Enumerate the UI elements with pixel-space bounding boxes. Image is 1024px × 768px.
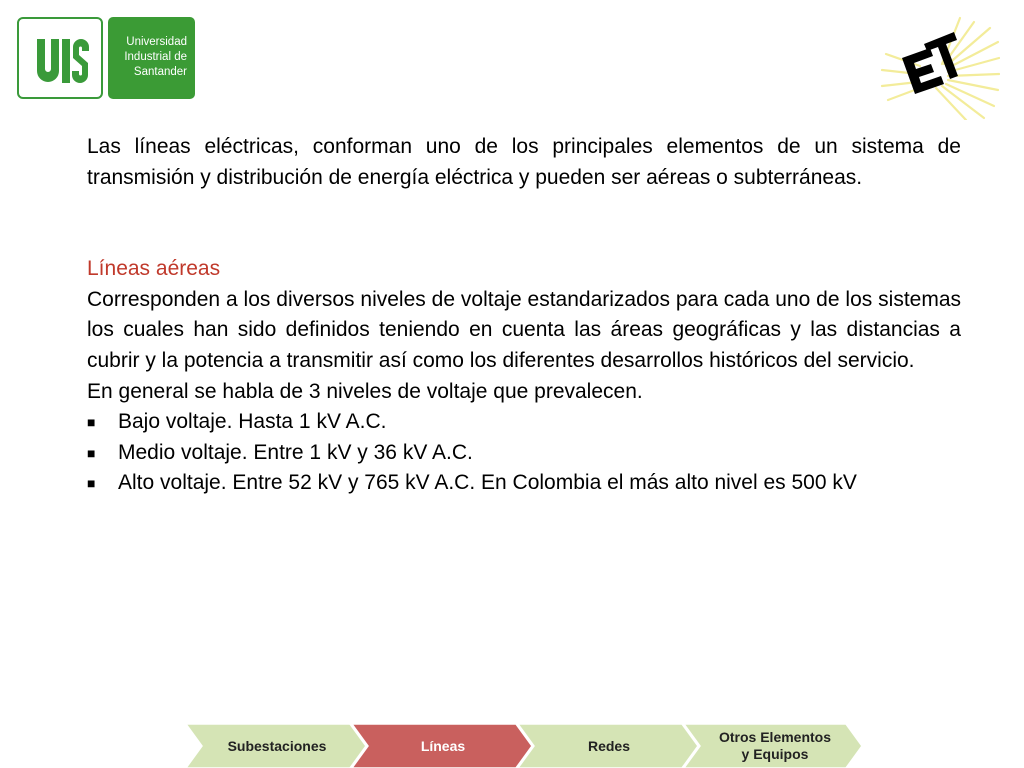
nav-item-redes[interactable]: Redes	[587, 737, 631, 754]
et-logo-icon	[880, 14, 1000, 120]
list-item-text: Alto voltaje. Entre 52 kV y 765 kV A.C. En Colombia el más alto nivel es 500 kV	[118, 471, 857, 495]
nav-item-subestaciones[interactable]: Subestaciones	[227, 737, 327, 754]
bullet-square-icon: ■	[87, 444, 96, 461]
university-name	[108, 17, 195, 99]
description-paragraph: Corresponden a los diversos niveles de voltaje estandarizados para cada uno de los sistemas los cuales han sido definidos teniendo en cuenta las áreas geográficas y las distancias a cubrir y la potencia a transmitir así como los diferentes desarrollos históricos del servicio.	[87, 287, 961, 372]
section-title: Líneas aéreas	[87, 257, 221, 281]
section-nav	[186, 724, 862, 768]
nav-item-otros-elementos[interactable]	[700, 724, 850, 768]
nav-item-lineas[interactable]: Líneas	[420, 737, 466, 754]
list-item	[87, 468, 961, 499]
uis-mark-icon	[17, 17, 103, 99]
list-item	[87, 407, 961, 438]
slide-content	[87, 132, 961, 499]
list-item-text: Bajo voltaje. Hasta 1 kV A.C.	[118, 410, 387, 434]
university-name-line: Universidad	[126, 36, 187, 48]
nav-item-label-line: Otros Elementos	[718, 729, 832, 745]
intro-paragraph: Las líneas eléctricas, conforman uno de los principales elementos de un sistema de transmisión y distribución de energía eléctrica y pueden ser aéreas o subterráneas.	[87, 135, 961, 189]
bullet-square-icon: ■	[87, 475, 96, 492]
university-name-line: Industrial de	[124, 51, 187, 63]
university-name-line: Santander	[133, 66, 187, 78]
nav-item-label-line: y Equipos	[741, 746, 809, 762]
summary-paragraph: En general se habla de 3 niveles de voltaje que prevalecen.	[87, 379, 643, 403]
list-item	[87, 438, 961, 469]
voltage-levels-list	[87, 407, 961, 499]
list-item-text: Medio voltaje. Entre 1 kV y 36 kV A.C.	[118, 440, 473, 464]
bullet-square-icon: ■	[87, 414, 96, 431]
university-logo	[17, 17, 195, 99]
